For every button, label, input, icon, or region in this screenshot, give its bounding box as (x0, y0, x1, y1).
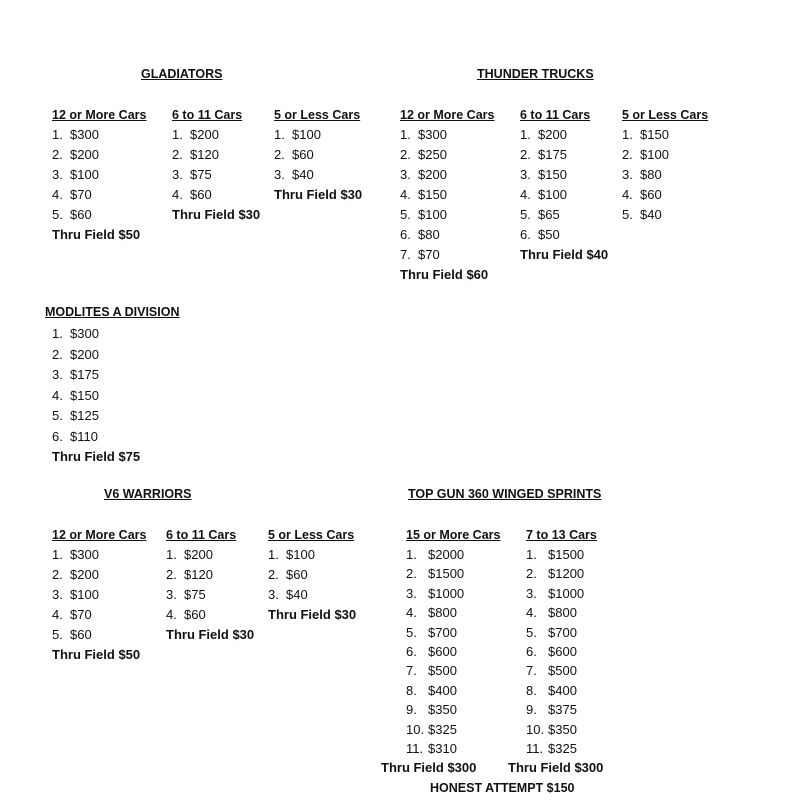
payout-amount: $60 (70, 627, 92, 642)
finish-position: 10. (406, 721, 425, 737)
payout-row (52, 386, 140, 407)
payout-column (520, 105, 608, 265)
payout-row (400, 185, 494, 205)
payout-amount: $40 (640, 207, 662, 222)
payout-amount: $300 (418, 127, 447, 142)
thru-field-payout: Thru Field $30 (274, 187, 363, 202)
payout-amount: $125 (70, 408, 99, 423)
finish-position: 6. (526, 643, 537, 659)
finish-position: 1. (172, 127, 183, 142)
payout-row (526, 584, 603, 603)
payout-row (406, 661, 500, 680)
payout-amount: $375 (548, 702, 577, 718)
finish-position: 3. (172, 167, 183, 182)
payout-amount: $2000 (428, 547, 465, 562)
finish-position: 7. (406, 663, 417, 679)
section-title-thunder-trucks: THUNDER TRUCKS (477, 67, 594, 81)
finish-position: 2. (622, 147, 633, 162)
payout-column (268, 525, 356, 625)
payout-amount: $110 (70, 428, 98, 444)
payout-row (52, 545, 146, 565)
payout-amount: $700 (548, 624, 577, 640)
finish-position: 2. (166, 567, 177, 582)
payout-row (166, 565, 254, 585)
thru-field-payout: Thru Field $50 (52, 647, 141, 662)
payout-row (166, 545, 254, 565)
payout-row (172, 125, 260, 145)
thru-field-payout: Thru Field $60 (400, 267, 489, 282)
car-count-header: 5 or Less Cars (268, 528, 355, 542)
payout-amount: $60 (640, 187, 662, 202)
payout-row (520, 205, 608, 225)
car-count-header: 6 to 11 Cars (166, 528, 237, 542)
payout-row (526, 739, 603, 758)
payout-row (406, 739, 500, 758)
payout-amount: $150 (70, 387, 99, 403)
payout-amount: $100 (286, 547, 315, 562)
finish-position: 3. (406, 585, 417, 601)
finish-position: 1. (52, 547, 63, 562)
payout-column (166, 525, 254, 645)
payout-row (520, 145, 608, 165)
finish-position: 3. (400, 167, 411, 182)
payout-amount: $600 (428, 643, 457, 659)
finish-position: 3. (526, 585, 537, 601)
payout-row (520, 125, 608, 145)
finish-position: 4. (400, 187, 411, 202)
payout-amount: $300 (70, 127, 99, 142)
payout-amount: $500 (548, 663, 577, 679)
payout-row (52, 125, 146, 145)
payout-amount: $120 (190, 147, 219, 162)
payout-amount: $75 (184, 587, 206, 602)
finish-position: 3. (52, 587, 63, 602)
payout-amount: $50 (538, 227, 560, 242)
payout-amount: $200 (70, 567, 99, 582)
payout-row (268, 545, 356, 565)
thru-field-payout: Thru Field $30 (166, 627, 255, 642)
payout-amount: $400 (428, 682, 457, 698)
payout-amount: $150 (538, 167, 567, 182)
payout-amount: $250 (418, 147, 447, 162)
thru-field-payout: Thru Field $50 (52, 227, 141, 242)
payout-row (406, 584, 500, 603)
payout-amount: $600 (548, 643, 577, 659)
finish-position: 3. (166, 587, 177, 602)
finish-position: 10. (526, 721, 545, 737)
payout-row (52, 625, 146, 645)
finish-position: 8. (406, 682, 417, 698)
payout-row (526, 720, 603, 739)
payout-row (622, 185, 708, 205)
payout-row (520, 185, 608, 205)
payout-row (52, 165, 146, 185)
payout-amount: $70 (70, 187, 92, 202)
finish-position: 1. (52, 326, 63, 341)
payout-row (166, 585, 254, 605)
payout-row (406, 720, 500, 739)
finish-position: 5. (526, 624, 537, 640)
payout-row (52, 427, 140, 448)
car-count-header: 7 to 13 Cars (526, 528, 597, 542)
finish-position: 11. (526, 740, 544, 756)
finish-position: 5. (406, 624, 417, 640)
payout-amount: $60 (286, 567, 308, 582)
payout-row (274, 145, 362, 165)
payout-row (406, 623, 500, 642)
finish-position: 7. (526, 663, 537, 679)
finish-position: 7. (400, 247, 411, 262)
finish-position: 6. (406, 643, 417, 659)
payout-row (268, 585, 356, 605)
payout-row (622, 205, 708, 225)
car-count-header: 12 or More Cars (52, 528, 147, 542)
payout-amount: $300 (70, 547, 99, 562)
payout-row (52, 145, 146, 165)
payout-row (52, 365, 140, 386)
payout-amount: $400 (548, 682, 577, 698)
finish-position: 6. (400, 227, 411, 242)
payout-amount: $175 (70, 367, 99, 382)
payout-column (172, 105, 260, 225)
finish-position: 6. (520, 227, 531, 242)
car-count-header: 12 or More Cars (52, 108, 147, 122)
payout-amount: $60 (190, 187, 212, 202)
payout-row (52, 205, 146, 225)
section-title-top-gun: TOP GUN 360 WINGED SPRINTS (408, 487, 602, 501)
finish-position: 2. (52, 567, 63, 582)
payout-row (526, 700, 603, 719)
payout-amount: $40 (286, 587, 308, 602)
payout-row (52, 185, 146, 205)
thru-field-payout: Thru Field $75 (52, 449, 141, 464)
payout-amount: $800 (548, 605, 577, 621)
payout-amount: $75 (190, 167, 212, 182)
payout-amount: $325 (548, 740, 577, 756)
car-count-header: 6 to 11 Cars (520, 108, 591, 122)
finish-position: 4. (622, 187, 633, 202)
finish-position: 3. (268, 587, 279, 602)
payout-row (172, 145, 260, 165)
payout-amount: $700 (428, 624, 457, 640)
finish-position: 11. (406, 740, 424, 756)
payout-row (400, 145, 494, 165)
payout-amount: $200 (70, 147, 99, 162)
finish-position: 1. (406, 547, 417, 562)
finish-position: 5. (400, 207, 411, 222)
thru-field-payout: Thru Field $40 (520, 247, 609, 262)
payout-row (520, 165, 608, 185)
finish-position: 4. (52, 607, 63, 622)
payout-amount: $80 (640, 167, 662, 182)
payout-column (400, 105, 494, 285)
payout-row (400, 125, 494, 145)
payout-row (526, 603, 603, 622)
thru-field-payout: Thru Field $300 (508, 760, 604, 776)
payout-amount: $1000 (548, 585, 585, 601)
finish-position: 1. (400, 127, 411, 142)
payout-row (526, 681, 603, 700)
finish-position: 4. (52, 387, 63, 403)
payout-row (526, 545, 603, 564)
payout-row (52, 605, 146, 625)
payout-amount: $100 (418, 207, 447, 222)
payout-row (406, 681, 500, 700)
payout-amount: $200 (70, 346, 99, 362)
payout-column (622, 105, 708, 225)
finish-position: 1. (526, 547, 537, 562)
finish-position: 5. (622, 207, 633, 222)
section-title-modlites: MODLITES A DIVISION (45, 305, 180, 319)
finish-position: 1. (622, 127, 633, 142)
payout-amount: $325 (428, 721, 457, 737)
car-count-header: 15 or More Cars (406, 528, 501, 542)
section-title-gladiators: GLADIATORS (141, 67, 223, 81)
payout-amount: $40 (292, 167, 314, 182)
section-title-v6-warriors: V6 WARRIORS (104, 487, 192, 501)
finish-position: 1. (520, 127, 531, 142)
payout-amount: $70 (70, 607, 92, 622)
payout-amount: $100 (538, 187, 567, 202)
car-count-header: 5 or Less Cars (622, 108, 709, 122)
payout-amount: $100 (70, 167, 99, 182)
payout-amount: $175 (538, 147, 567, 162)
payout-row (406, 545, 500, 564)
finish-position: 3. (52, 367, 63, 382)
payout-row (274, 165, 362, 185)
payout-row (400, 225, 494, 245)
finish-position: 4. (526, 605, 537, 621)
payout-row (172, 165, 260, 185)
payout-row (274, 125, 362, 145)
payout-amount: $310 (428, 740, 457, 756)
payout-row (406, 700, 500, 719)
car-count-header: 5 or Less Cars (274, 108, 361, 122)
payout-row (526, 564, 603, 583)
payout-row (400, 165, 494, 185)
payout-amount: $200 (418, 167, 447, 182)
finish-position: 4. (166, 607, 177, 622)
finish-position: 3. (520, 167, 531, 182)
payout-column (274, 105, 362, 205)
payout-row (406, 564, 500, 583)
payout-row (52, 585, 146, 605)
finish-position: 2. (268, 567, 279, 582)
finish-position: 2. (526, 566, 537, 582)
payout-amount: $65 (538, 207, 560, 222)
finish-position: 5. (52, 627, 63, 642)
payout-column (508, 525, 604, 778)
payout-amount: $120 (184, 567, 213, 582)
payout-amount: $1200 (548, 566, 585, 582)
finish-position: 5. (520, 207, 531, 222)
payout-row (172, 185, 260, 205)
finish-position: 9. (526, 702, 537, 718)
payout-amount: $1000 (428, 585, 465, 601)
thru-field-payout: Thru Field $300 (381, 760, 477, 776)
payout-amount: $200 (190, 127, 219, 142)
payout-amount: $100 (292, 127, 321, 142)
payout-amount: $80 (418, 227, 440, 242)
thru-field-payout: Thru Field $30 (268, 607, 357, 622)
payout-column (52, 525, 146, 665)
finish-position: 3. (274, 167, 285, 182)
payout-amount: $100 (640, 147, 669, 162)
finish-position: 4. (520, 187, 531, 202)
payout-row (52, 565, 146, 585)
payout-row (400, 245, 494, 265)
finish-position: 8. (526, 682, 537, 698)
car-count-header: 12 or More Cars (400, 108, 495, 122)
finish-position: 2. (400, 147, 411, 162)
payout-amount: $300 (70, 326, 99, 341)
payout-row (520, 225, 608, 245)
payout-amount: $150 (640, 127, 669, 142)
finish-position: 1. (268, 547, 279, 562)
payout-row (52, 406, 140, 427)
payout-row (406, 642, 500, 661)
payout-amount: $350 (428, 702, 457, 718)
payout-amount: $200 (538, 127, 567, 142)
finish-position: 4. (406, 605, 417, 621)
finish-position: 5. (52, 408, 63, 423)
payout-amount: $60 (184, 607, 206, 622)
finish-position: 3. (622, 167, 633, 182)
payout-column (381, 525, 501, 778)
payout-amount: $1500 (548, 547, 585, 562)
finish-position: 2. (520, 147, 531, 162)
finish-position: 1. (166, 547, 177, 562)
honest-attempt-payout: HONEST ATTEMPT $150 (430, 781, 575, 795)
finish-position: 2. (172, 147, 183, 162)
finish-position: 1. (274, 127, 285, 142)
payout-amount: $800 (428, 605, 457, 621)
payout-row (400, 205, 494, 225)
payout-column (52, 105, 146, 245)
payout-amount: $1500 (428, 566, 465, 582)
finish-position: 4. (172, 187, 183, 202)
payout-row (166, 605, 254, 625)
finish-position: 1. (52, 127, 63, 142)
payout-amount: $500 (428, 663, 457, 679)
payout-row (268, 565, 356, 585)
payout-row (622, 145, 708, 165)
payout-row (52, 324, 140, 345)
payout-row (526, 623, 603, 642)
finish-position: 9. (406, 702, 417, 718)
thru-field-payout: Thru Field $30 (172, 207, 261, 222)
finish-position: 2. (52, 346, 63, 362)
payout-row (622, 165, 708, 185)
payout-column (52, 324, 140, 467)
payout-amount: $100 (70, 587, 99, 602)
payout-amount: $150 (418, 187, 447, 202)
payout-amount: $60 (70, 207, 92, 222)
finish-position: 2. (406, 566, 417, 582)
payout-row (526, 642, 603, 661)
finish-position: 3. (52, 167, 63, 182)
payout-row (622, 125, 708, 145)
finish-position: 2. (274, 147, 285, 162)
payout-amount: $60 (292, 147, 314, 162)
payout-row (406, 603, 500, 622)
finish-position: 6. (52, 428, 63, 444)
payout-row (52, 345, 140, 366)
payout-row (526, 661, 603, 680)
finish-position: 2. (52, 147, 63, 162)
car-count-header: 6 to 11 Cars (172, 108, 243, 122)
payout-amount: $200 (184, 547, 213, 562)
finish-position: 5. (52, 207, 63, 222)
payout-amount: $70 (418, 247, 440, 262)
finish-position: 4. (52, 187, 63, 202)
payout-amount: $350 (548, 721, 577, 737)
